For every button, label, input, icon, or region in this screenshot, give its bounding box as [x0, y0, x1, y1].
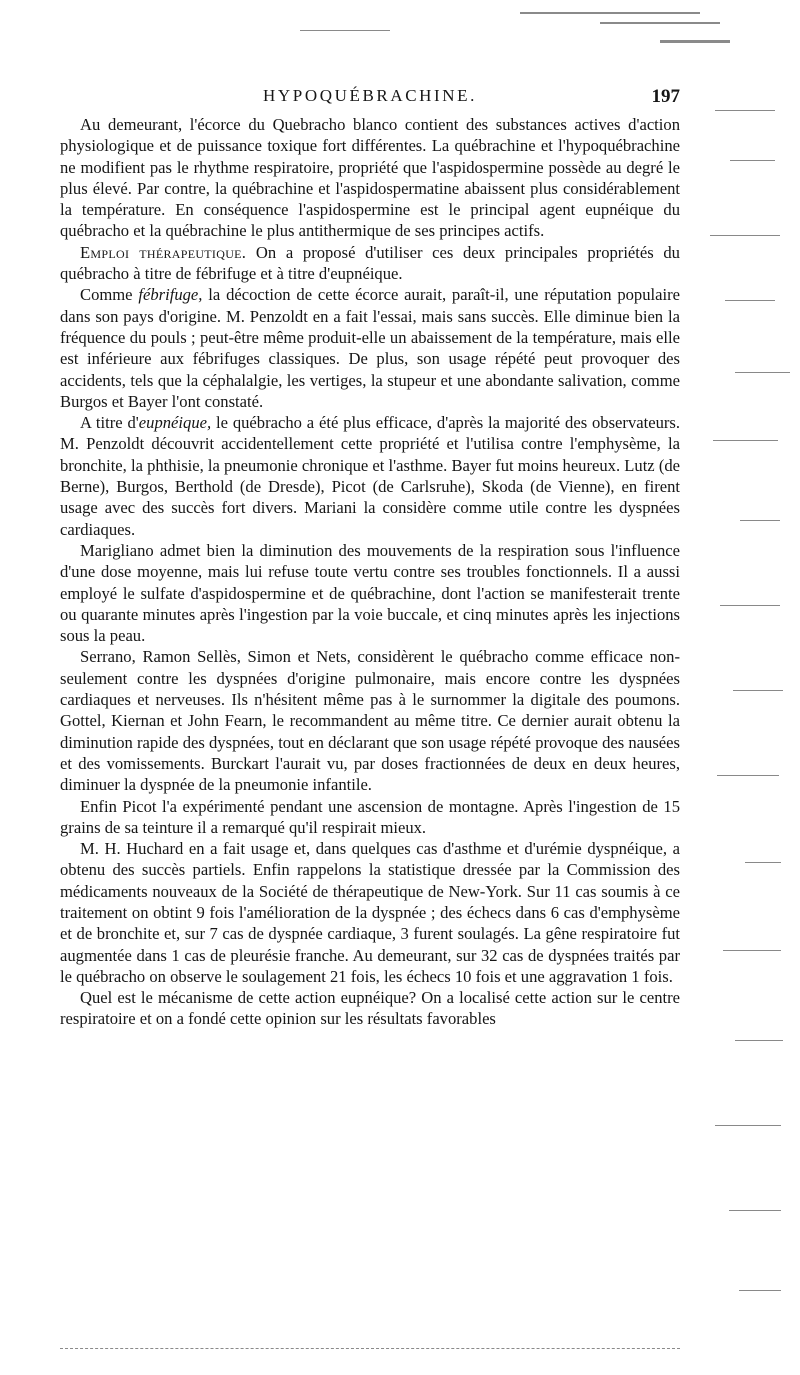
- paragraph: A titre d'eupnéique, le québracho a été plus efficace, d'après la majorité des observateurs. M. Penzoldt découvrit accidentellement cette propriété et l'utilisa contre l'emphysème, la bronchite, la phthisie, la pneumonie chronique et l'asthme. Bayer fut moins heureux. Lutz (de Berne), Burgos, Berthold (de Dresde), Picot (de Carlsruhe), Skoda (de Vienne), en firent usage avec des succès fort divers. Mariani la considère comme utile contre les dyspnées cardiaques.: [60, 413, 681, 539]
- paragraph: Au demeurant, l'écorce du Quebracho blanco contient des substances actives d'action physiologique et de puissance toxique fort différentes. La québrachine et l'hypoquébrachine ne modifient pas le rhythme respiratoire, propriété que l'aspidospermine possède au degré le plus élevé. Par contre, la québrachine et l'aspidospermatine abaissent plus considérablement la température. En conséquence l'aspidospermine est le principal agent eupnéique du québracho et la québrachine le plus antithermique de ses principes actifs.: [60, 115, 680, 241]
- paragraph: M. H. Huchard en a fait usage et, dans quelques cas d'asthme et d'urémie dyspnéique, a obtenu des succès partiels. Enfin rappelons la statistique dressée par la Commission des médicaments nouveaux de la Société de thérapeutique de New-York. Sur 11 cas soumis à ce traitement on obtint 9 fois l'amélioration de la dyspnée ; des échecs dans 6 cas d'emphysème et de bronchite et, sur 7 cas de dyspnée cardiaque, 3 furent soulagés. La gêne respiratoire fut augmentée dans 1 cas de pleurésie franche. Au demeurant, sur 32 cas de dyspnées traités par le québracho on observe le soulagement 21 fois, les échecs 10 fois et une aggravation 1 fois.: [60, 839, 680, 986]
- body-text: [60, 114, 680, 1030]
- emphasis: eupnéique,: [138, 413, 212, 433]
- emphasis: fébrifuge,: [138, 285, 203, 305]
- page-number: 197: [651, 86, 680, 107]
- scan-bottom-edge: [60, 1348, 680, 1350]
- running-header: [60, 86, 680, 112]
- paragraph: Comme fébrifuge, la décoction de cette écorce aurait, paraît-il, une réputation populaire dans son pays d'origine. M. Penzoldt en a fait l'essai, mais sans succès. Elle diminue bien la fréquence du pouls ; peut-être même produit-elle un abaissement de la température, mais elle est inférieure aux fébrifuges classiques. De plus, son usage répété peut provoquer des accidents, tels que la céphalalgie, les vertiges, la stupeur et une abondante salivation, comme Burgos et Bayer l'ont constaté.: [60, 285, 680, 411]
- paragraph: Marigliano admet bien la diminution des mouvements de la respiration sous l'influence d'une dose moyenne, mais lui refuse toute vertu contre ses troubles fonctionnels. Il a aussi employé le sulfate d'aspidospermine et de québrachine, dont l'action se manifesterait trente ou quarante minutes après l'ingestion par la voie buccale, et cinq minutes après les injections sous la peau.: [60, 540, 680, 646]
- running-title: HYPOQUÉBRACHINE.: [263, 86, 477, 105]
- section-lead: Emploi thérapeutique.: [80, 242, 247, 262]
- paragraph: Quel est le mécanisme de cette action eupnéique? On a localisé cette action sur le centre respiratoire et on a fondé cette opinion sur les résultats favorables: [60, 988, 680, 1029]
- paragraph: Serrano, Ramon Sellès, Simon et Nets, considèrent le québracho comme efficace non-seulement contre les dyspnées d'origine pulmonaire, mais encore contre les dyspnées cardiaques et nerveuses. Ils n'hésitent même pas à le surnommer la digitale des poumons. Gottel, Kiernan et John Fearn, le recommandent au même titre. Ce dernier aurait obtenu la diminution rapide des dyspnées, tout en déclarant que son usage répété provoque des nausées et des vomissements. Burckart l'aurait vu, par doses fractionnées de deux en deux heures, diminuer la dyspnée de la pneumonie infantile.: [60, 647, 680, 795]
- margin-bleed-through: [695, 0, 800, 1375]
- scan-speckle: [300, 30, 390, 31]
- paragraph: Enfin Picot l'a expérimenté pendant une ascension de montagne. Après l'ingestion de 15 grains de sa teinture il a remarqué qu'il respirait mieux.: [60, 796, 680, 837]
- paragraph: Emploi thérapeutique. On a proposé d'utiliser ces deux principales propriétés du québracho à titre de fébrifuge et à titre d'eupnéique.: [60, 242, 680, 284]
- scan-speckle: [520, 12, 700, 14]
